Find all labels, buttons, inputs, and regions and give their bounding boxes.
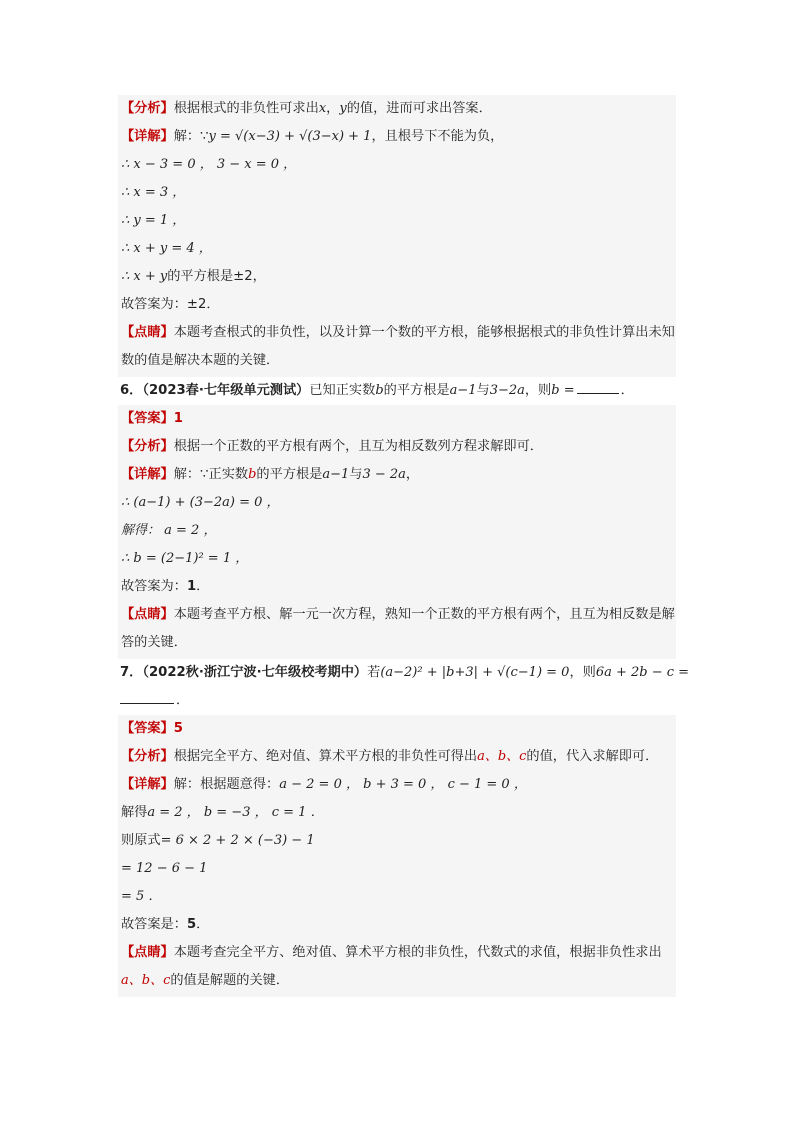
answer-blank [577,381,619,394]
detail-line: 【详解】解：∵y = √(x−3) + √(3−x) + 1，且根号下不能为负， [121,129,504,144]
analysis-line: 【分析】根据根式的非负性可求出x，y的值，进而可求出答案． [121,101,492,116]
question-7: 7．（2022秋·浙江宁波·七年级校考期中）若(a−2)² + |b+3| + √(c−1) = 0，则6a + 2b − c = [120,665,690,680]
answer-value: 1 [173,411,183,426]
final-answer-line: 故答案为：1． [121,579,210,594]
detail-tag: 【详解】 [121,777,174,792]
answer-tag: 【答案】 [121,411,174,426]
step-line: = 5 ． [121,889,162,904]
math-expression: y = √(x−3) + √(3−x) + 1 [208,129,372,144]
answer-tag: 【答案】 [121,721,174,736]
question-number: 6． [120,383,143,398]
detail-tag: 【详解】 [121,467,174,482]
question-7-blank-line: ． [118,687,676,715]
step-line: = 12 − 6 − 1 [121,861,208,876]
analysis-line: 【分析】根据一个正数的平方根有两个，且互为相反数列方程求解即可． [121,439,543,454]
comment-tag: 【点睛】 [121,325,174,340]
analysis-line: 【分析】根据完全平方、绝对值、算术平方根的非负性可得出a、b、c的值，代入求解即可． [121,749,659,764]
solution-block-7 [118,715,676,997]
answer-value: 5 [173,721,183,736]
step-line: ∴ x − 3 = 0 ， 3 − x = 0 ， [121,157,297,172]
comment-line: 【点睛】本题考查完全平方、绝对值、算术平方根的非负性，代数式的求值，根据非负性求出a、b、c的值是解题的关键． [121,945,662,988]
step-line: ∴ y = 1 ， [121,213,186,228]
comment-tag: 【点睛】 [121,607,174,622]
final-answer-line: 故答案为：±2． [121,297,220,312]
comment-line: 【点睛】本题考查根式的非负性，以及计算一个数的平方根，能够根据根式的非负性计算出未知数的值是解决本题的关键． [121,325,675,368]
detail-tag: 【详解】 [121,129,174,144]
step-line: 解得： a = 2 ， [121,523,217,538]
solution-block-5 [118,95,676,377]
math-expression: (a−2)² + |b+3| + √(c−1) = 0 [380,665,570,680]
question-source: （2023春·七年级单元测试） [142,383,310,398]
answer-line [121,405,676,433]
answer-blank [120,691,174,704]
step-line: ∴ x + y的平方根是±2， [121,269,266,284]
step-line: ∴ b = (2−1)² = 1 ， [121,551,249,566]
comment-line: 【点睛】本题考查平方根、解一元一次方程，熟知一个正数的平方根有两个，且互为相反数是解答的关键． [121,607,675,650]
document-page [118,95,690,997]
step-line: ∴ x + y = 4 ， [121,241,212,256]
analysis-tag: 【分析】 [121,101,174,116]
step-line: ∴ x = 3 ， [121,185,186,200]
step-line: 则原式= 6 × 2 + 2 × (−3) − 1 [121,833,315,848]
detail-line: 【详解】解：根据题意得：a − 2 = 0 ， b + 3 = 0 ， c − 1 = 0 ， [121,777,527,792]
detail-line: 【详解】解：∵正实数b的平方根是a−1与3 − 2a， [121,467,420,482]
step-line: ∴ (a−1) + (3−2a) = 0 ， [121,495,280,510]
step-line: 解得a = 2 ， b = −3 ， c = 1 ． [121,805,324,820]
answer-line [121,715,676,743]
comment-tag: 【点睛】 [121,945,174,960]
solution-block-6 [118,405,676,659]
analysis-tag: 【分析】 [121,439,174,454]
analysis-tag: 【分析】 [121,749,174,764]
question-number: 7． [120,665,143,680]
question-6: 6．（2023春·七年级单元测试）已知正实数b的平方根是a−1与3−2a，则b = ． [120,383,634,398]
final-answer-line: 故答案是：5． [121,917,210,932]
question-source: （2022秋·浙江宁波·七年级校考期中） [142,665,368,680]
